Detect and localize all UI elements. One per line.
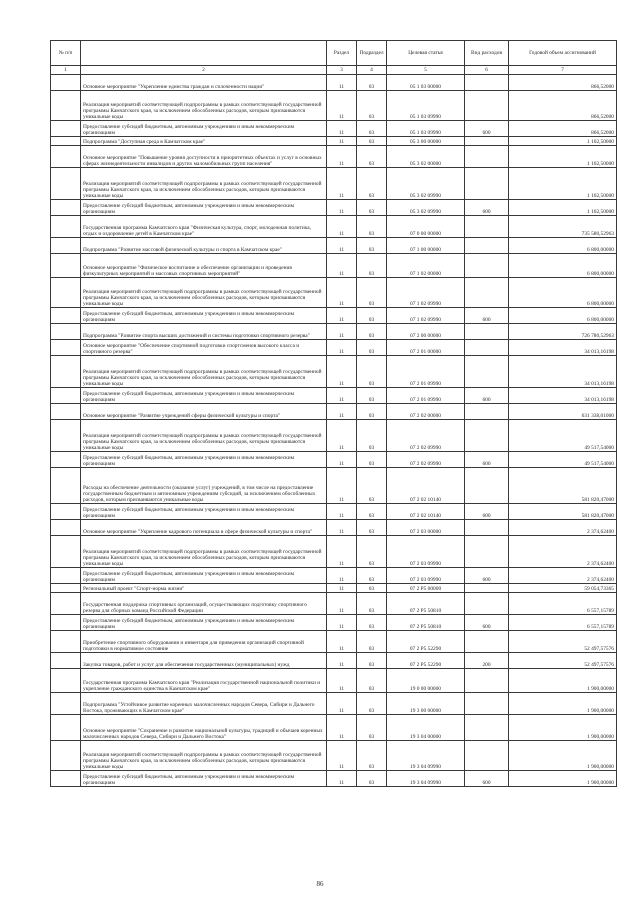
table-row [51,420,617,452]
row-number-cell [51,593,81,615]
budget-table [50,40,617,787]
table-row [51,404,617,420]
row-target-article-cell: 07 1 00 00000 [387,238,465,254]
row-expense-type-cell [465,324,509,340]
row-name-cell: Реализация мероприятий соответствующей подпрограммы в рамках соответствующей государственной программы Камчатского края, за исключением обособленных расходов, которым присваиваются уникальные коды [81,420,327,452]
row-podrazdel-cell: 03 [357,631,387,653]
row-number-cell [51,468,81,504]
row-number-cell [51,121,81,137]
row-amount-cell: 1 900,00000 [509,741,617,771]
column-number: 1 [51,66,81,75]
header-name [81,41,327,66]
row-number-cell [51,669,81,693]
header-annual-amount: Годовой объем ассигнований [509,41,617,66]
column-number: 3 [327,66,357,75]
row-expense-type-cell [465,584,509,593]
row-razdel-cell: 11 [327,452,357,468]
row-podrazdel-cell: 03 [357,121,387,137]
table-row [51,146,617,168]
row-amount-cell: 6 800,00000 [509,254,617,278]
table-row [51,121,617,137]
row-name-cell: Реализация мероприятий соответствующей подпрограммы в рамках соответствующей государственной программы Камчатского края, за исключением обособленных расходов, которым присваиваются уникальные коды [81,356,327,388]
row-amount-cell: 6 800,00000 [509,308,617,324]
row-name-cell: Предоставление субсидий бюджетным, автономным учреждениям и иным некоммерческим организациям [81,568,327,584]
table-row [51,452,617,468]
row-name-cell: Предоставление субсидий бюджетным, автономным учреждениям и иным некоммерческим организациям [81,771,327,787]
table-row [51,536,617,568]
row-name-cell: Основное мероприятие "Физическое воспитание и обеспечение организации и проведения физкультурных мероприятий и массовых спортивных мероприятий" [81,254,327,278]
row-razdel-cell: 11 [327,356,357,388]
row-amount-cell: 1 900,00000 [509,715,617,741]
row-razdel-cell: 11 [327,715,357,741]
row-name-cell: Предоставление субсидий бюджетным, автономным учреждениям и иным некоммерческим организациям [81,121,327,137]
row-expense-type-cell [465,75,509,91]
row-name-cell: Государственная программа Камчатского края "Физическая культура, спорт, молодежная политика, отдых и оздоровление детей в Камчатском крае" [81,216,327,238]
row-podrazdel-cell: 03 [357,75,387,91]
row-name-cell: Реализация мероприятий соответствующей подпрограммы в рамках соответствующей государственной программы Камчатского края, за исключением обособленных расходов, которым присваиваются уникальные коды [81,91,327,121]
row-number-cell [51,568,81,584]
row-razdel-cell: 11 [327,168,357,200]
column-number: 4 [357,66,387,75]
row-expense-type-cell: 600 [465,568,509,584]
row-podrazdel-cell: 03 [357,771,387,787]
row-amount-cell: 1 102,50000 [509,146,617,168]
table-row [51,254,617,278]
row-number-cell [51,75,81,91]
row-target-article-cell: 05 3 02 00000 [387,146,465,168]
table-row [51,200,617,216]
row-number-cell [51,504,81,520]
row-target-article-cell: 05 1 03 09990 [387,91,465,121]
row-name-cell: Закупка товаров, работ и услуг для обеспечения государственных (муниципальных) нужд [81,653,327,669]
row-amount-cell: 34 013,16198 [509,388,617,404]
row-amount-cell: 6 800,00000 [509,278,617,308]
column-number: 7 [509,66,617,75]
table-row [51,324,617,340]
row-number-cell [51,715,81,741]
table-row [51,615,617,631]
row-podrazdel-cell: 03 [357,452,387,468]
row-podrazdel-cell: 03 [357,137,387,146]
row-podrazdel-cell: 03 [357,91,387,121]
row-target-article-cell: 05 3 02 09990 [387,200,465,216]
row-podrazdel-cell: 03 [357,278,387,308]
row-amount-cell: 866,52000 [509,121,617,137]
page-number: 86 [316,880,324,888]
row-expense-type-cell [465,593,509,615]
table-row [51,504,617,520]
row-razdel-cell: 11 [327,631,357,653]
row-amount-cell: 2 374,62400 [509,536,617,568]
row-razdel-cell: 11 [327,308,357,324]
row-target-article-cell: 19 3 04 00000 [387,715,465,741]
row-podrazdel-cell: 03 [357,200,387,216]
row-razdel-cell: 11 [327,468,357,504]
table-row [51,669,617,693]
row-amount-cell: 581 820,47000 [509,468,617,504]
row-name-cell: Предоставление субсидий бюджетным, автономным учреждениям и иным некоммерческим организациям [81,200,327,216]
row-amount-cell: 1 900,00000 [509,771,617,787]
column-number-row [51,66,617,75]
row-target-article-cell: 07 2 P5 50810 [387,615,465,631]
row-amount-cell: 2 374,62400 [509,568,617,584]
row-target-article-cell: 05 3 00 00000 [387,137,465,146]
table-body [51,75,617,787]
row-amount-cell: 726 780,52963 [509,324,617,340]
row-razdel-cell: 11 [327,324,357,340]
row-target-article-cell: 07 2 00 00000 [387,324,465,340]
row-target-article-cell: 07 2 P5 52290 [387,631,465,653]
row-number-cell [51,615,81,631]
row-name-cell: Подпрограмма "Развитие спорта высших достижений и системы подготовки спортивного резерва" [81,324,327,340]
row-podrazdel-cell: 03 [357,356,387,388]
table-header-row [51,41,617,66]
row-number-cell [51,693,81,715]
row-number-cell [51,324,81,340]
header-expense-type: Вид расходов [465,41,509,66]
row-target-article-cell: 07 2 P5 00000 [387,584,465,593]
row-name-cell: Подпрограмма "Устойчивое развитие коренных малочисленных народов Севера, Сибири и Дальнего Востока, проживающих в Камчатском крае" [81,693,327,715]
row-target-article-cell: 07 1 02 09990 [387,278,465,308]
row-name-cell: Предоставление субсидий бюджетным, автономным учреждениям и иным некоммерческим организациям [81,615,327,631]
row-target-article-cell: 05 3 02 09990 [387,168,465,200]
row-razdel-cell: 11 [327,741,357,771]
row-number-cell [51,536,81,568]
row-number-cell [51,404,81,420]
row-target-article-cell: 07 0 00 00000 [387,216,465,238]
row-amount-cell: 1 102,50000 [509,137,617,146]
row-podrazdel-cell: 03 [357,693,387,715]
row-razdel-cell: 11 [327,653,357,669]
row-expense-type-cell [465,356,509,388]
row-expense-type-cell [465,741,509,771]
row-number-cell [51,146,81,168]
table-row [51,278,617,308]
budget-table-sheet [50,40,616,787]
row-podrazdel-cell: 03 [357,615,387,631]
row-expense-type-cell [465,216,509,238]
row-expense-type-cell: 600 [465,308,509,324]
row-target-article-cell: 07 2 P5 50810 [387,593,465,615]
table-row [51,771,617,787]
row-name-cell: Основное мероприятие "Сохранение и развитие национальной культуры, традиций и обычаев коренных малочисленных народов Севера, Сибири и Дальнего Востока" [81,715,327,741]
row-target-article-cell: 07 1 02 00000 [387,254,465,278]
row-razdel-cell: 11 [327,121,357,137]
column-number: 6 [465,66,509,75]
row-name-cell: Реализация мероприятий соответствующей подпрограммы в рамках соответствующей государственной программы Камчатского края, за исключением обособленных расходов, которым присваиваются уникальные коды [81,278,327,308]
row-target-article-cell: 19 3 04 09990 [387,771,465,787]
row-razdel-cell: 11 [327,669,357,693]
row-expense-type-cell: 600 [465,121,509,137]
table-row [51,91,617,121]
table-row [51,520,617,536]
row-number-cell [51,356,81,388]
row-razdel-cell: 11 [327,504,357,520]
row-razdel-cell: 11 [327,536,357,568]
row-expense-type-cell: 600 [465,771,509,787]
row-expense-type-cell [465,137,509,146]
row-target-article-cell: 07 2 02 09990 [387,452,465,468]
row-razdel-cell: 11 [327,520,357,536]
row-name-cell: Расходы на обеспечение деятельности (оказание услуг) учреждений, в том числе на предоставление государственным бюджетным и автономным учреждениям субсидий, за исключением обособленных расходов, которым присваиваются уникальные коды [81,468,327,504]
row-expense-type-cell [465,468,509,504]
row-podrazdel-cell: 03 [357,238,387,254]
row-expense-type-cell: 600 [465,452,509,468]
row-expense-type-cell [465,404,509,420]
row-expense-type-cell [465,278,509,308]
row-podrazdel-cell: 03 [357,568,387,584]
row-expense-type-cell [465,340,509,356]
row-amount-cell: 49 517,54000 [509,452,617,468]
row-name-cell: Основное мероприятие "Укрепление кадрового потенциала в сфере физической культуры и спорта" [81,520,327,536]
row-amount-cell: 52 497,57576 [509,653,617,669]
table-row [51,693,617,715]
table-row [51,584,617,593]
row-number-cell [51,238,81,254]
row-target-article-cell: 07 2 03 09990 [387,568,465,584]
row-name-cell: Основное мероприятие "Укрепление единства граждан и сплоченности нации" [81,75,327,91]
row-amount-cell: 6 800,00000 [509,238,617,254]
row-podrazdel-cell: 03 [357,504,387,520]
row-amount-cell: 1 102,50000 [509,168,617,200]
table-row [51,741,617,771]
row-number-cell [51,168,81,200]
row-target-article-cell: 07 2 01 09990 [387,388,465,404]
row-podrazdel-cell: 03 [357,715,387,741]
row-amount-cell: 1 102,50000 [509,200,617,216]
row-podrazdel-cell: 03 [357,324,387,340]
row-name-cell: Подпрограмма "Доступная среда в Камчатском крае" [81,137,327,146]
row-razdel-cell: 11 [327,771,357,787]
header-target-article: Целевая статья [387,41,465,66]
row-name-cell: Реализация мероприятий соответствующей подпрограммы в рамках соответствующей государственной программы Камчатского края, за исключением обособленных расходов, которым присваиваются уникальные коды [81,741,327,771]
row-razdel-cell: 11 [327,278,357,308]
table-row [51,216,617,238]
header-number: № п/п [51,41,81,66]
table-row [51,653,617,669]
row-amount-cell: 581 820,47000 [509,504,617,520]
row-expense-type-cell [465,146,509,168]
row-name-cell: Государственная программа Камчатского края "Реализация государственной национальной политики и укрепление гражданского единства в Камчатском крае" [81,669,327,693]
row-razdel-cell: 11 [327,238,357,254]
row-name-cell: Государственная поддержка спортивных организаций, осуществляющих подготовку спортивного резерва для сборных команд Российской Федерации [81,593,327,615]
table-row [51,238,617,254]
row-target-article-cell: 07 2 01 00000 [387,340,465,356]
table-row [51,75,617,91]
row-expense-type-cell: 600 [465,388,509,404]
row-amount-cell: 866,52000 [509,75,617,91]
row-number-cell [51,340,81,356]
column-number: 2 [81,66,327,75]
row-name-cell: Подпрограмма "Развитие массовой физической культуры и спорта в Камчатском крае" [81,238,327,254]
row-number-cell [51,452,81,468]
row-amount-cell: 59 054,73365 [509,584,617,593]
row-podrazdel-cell: 03 [357,536,387,568]
row-number-cell [51,420,81,452]
row-target-article-cell: 05 1 03 09990 [387,121,465,137]
row-amount-cell: 52 497,57576 [509,631,617,653]
row-target-article-cell: 05 1 03 00000 [387,75,465,91]
row-expense-type-cell [465,631,509,653]
row-number-cell [51,584,81,593]
row-expense-type-cell: 200 [465,653,509,669]
row-target-article-cell: 19 3 04 09990 [387,741,465,771]
row-number-cell [51,653,81,669]
row-name-cell: Предоставление субсидий бюджетным, автономным учреждениям и иным некоммерческим организациям [81,388,327,404]
row-number-cell [51,216,81,238]
row-target-article-cell: 07 2 02 10140 [387,504,465,520]
row-amount-cell: 34 013,16198 [509,340,617,356]
row-razdel-cell: 11 [327,340,357,356]
table-row [51,308,617,324]
row-amount-cell: 631 338,01000 [509,404,617,420]
row-target-article-cell: 19 0 00 00000 [387,669,465,693]
row-number-cell [51,771,81,787]
row-podrazdel-cell: 03 [357,308,387,324]
row-number-cell [51,308,81,324]
row-razdel-cell: 11 [327,200,357,216]
row-number-cell [51,631,81,653]
row-podrazdel-cell: 03 [357,168,387,200]
table-row [51,168,617,200]
row-podrazdel-cell: 03 [357,741,387,771]
table-row [51,137,617,146]
table-row [51,356,617,388]
row-razdel-cell: 11 [327,404,357,420]
row-expense-type-cell [465,168,509,200]
row-podrazdel-cell: 03 [357,146,387,168]
row-amount-cell: 1 900,00000 [509,669,617,693]
row-amount-cell: 49 517,54000 [509,420,617,452]
row-target-article-cell: 07 2 P5 52290 [387,653,465,669]
row-name-cell: Реализация мероприятий соответствующей подпрограммы в рамках соответствующей государственной программы Камчатского края, за исключением обособленных расходов, которым присваиваются уникальные коды [81,536,327,568]
row-expense-type-cell [465,238,509,254]
row-razdel-cell: 11 [327,137,357,146]
row-razdel-cell: 11 [327,568,357,584]
row-target-article-cell: 07 2 02 00000 [387,404,465,420]
row-expense-type-cell [465,536,509,568]
row-target-article-cell: 07 2 01 09990 [387,356,465,388]
row-target-article-cell: 07 2 02 09990 [387,420,465,452]
row-name-cell: Основное мероприятие "Повышение уровня доступности в приоритетных объектах и услуг в основных сферах жизнедеятельности инвалидов и других маломобильных групп населения" [81,146,327,168]
row-expense-type-cell [465,520,509,536]
row-number-cell [51,388,81,404]
row-podrazdel-cell: 03 [357,584,387,593]
row-number-cell [51,741,81,771]
header-razdel: Раздел [327,41,357,66]
column-number: 5 [387,66,465,75]
row-number-cell [51,278,81,308]
row-name-cell: Предоставление субсидий бюджетным, автономным учреждениям и иным некоммерческим организациям [81,308,327,324]
row-number-cell [51,520,81,536]
row-amount-cell: 34 013,16198 [509,356,617,388]
row-expense-type-cell [465,715,509,741]
row-podrazdel-cell: 03 [357,520,387,536]
table-row [51,468,617,504]
row-expense-type-cell [465,420,509,452]
row-name-cell: Приобретение спортивного оборудования и инвентаря для приведения организаций спортивной подготовки в нормативное состояние [81,631,327,653]
row-name-cell: Предоставление субсидий бюджетным, автономным учреждениям и иным некоммерческим организациям [81,452,327,468]
row-razdel-cell: 11 [327,593,357,615]
row-razdel-cell: 11 [327,420,357,452]
row-amount-cell: 2 374,62400 [509,520,617,536]
row-amount-cell: 866,52000 [509,91,617,121]
row-amount-cell: 6 557,15789 [509,593,617,615]
row-razdel-cell: 11 [327,216,357,238]
row-expense-type-cell [465,254,509,278]
row-razdel-cell: 11 [327,693,357,715]
row-target-article-cell: 19 3 00 00000 [387,693,465,715]
table-row [51,593,617,615]
row-name-cell: Реализация мероприятий соответствующей подпрограммы в рамках соответствующей государственной программы Камчатского края, за исключением обособленных расходов, которым присваиваются уникальные коды [81,168,327,200]
row-expense-type-cell: 600 [465,200,509,216]
row-podrazdel-cell: 03 [357,468,387,504]
row-target-article-cell: 07 2 03 09990 [387,536,465,568]
row-expense-type-cell [465,91,509,121]
row-name-cell: Основное мероприятие "Обеспечение спортивной подготовки спортсменов высокого класса и спортивного резерва" [81,340,327,356]
row-name-cell: Основное мероприятие "Развитие учреждений сферы физической культуры и спорта" [81,404,327,420]
row-amount-cell: 1 900,00000 [509,693,617,715]
row-razdel-cell: 11 [327,254,357,278]
row-target-article-cell: 07 1 02 09990 [387,308,465,324]
row-podrazdel-cell: 03 [357,420,387,452]
row-podrazdel-cell: 03 [357,254,387,278]
row-podrazdel-cell: 03 [357,388,387,404]
row-expense-type-cell [465,669,509,693]
row-number-cell [51,254,81,278]
row-expense-type-cell: 600 [465,615,509,631]
row-number-cell [51,91,81,121]
row-number-cell [51,200,81,216]
row-expense-type-cell [465,693,509,715]
row-podrazdel-cell: 03 [357,593,387,615]
table-row [51,568,617,584]
row-name-cell: Региональный проект "Спорт-норма жизни" [81,584,327,593]
row-razdel-cell: 11 [327,91,357,121]
row-razdel-cell: 11 [327,388,357,404]
row-name-cell: Предоставление субсидий бюджетным, автономным учреждениям и иным некоммерческим организациям [81,504,327,520]
row-razdel-cell: 11 [327,75,357,91]
row-target-article-cell: 07 2 02 10140 [387,468,465,504]
table-row [51,631,617,653]
row-target-article-cell: 07 2 03 00000 [387,520,465,536]
row-podrazdel-cell: 03 [357,669,387,693]
row-podrazdel-cell: 03 [357,216,387,238]
table-row [51,715,617,741]
row-razdel-cell: 11 [327,146,357,168]
row-number-cell [51,137,81,146]
row-amount-cell: 6 557,15789 [509,615,617,631]
table-row [51,388,617,404]
header-podrazdel: Подраздел [357,41,387,66]
row-amount-cell: 735 580,52963 [509,216,617,238]
row-podrazdel-cell: 03 [357,340,387,356]
row-podrazdel-cell: 03 [357,404,387,420]
row-razdel-cell: 11 [327,615,357,631]
table-row [51,340,617,356]
row-razdel-cell: 11 [327,584,357,593]
row-expense-type-cell: 600 [465,504,509,520]
row-podrazdel-cell: 03 [357,653,387,669]
